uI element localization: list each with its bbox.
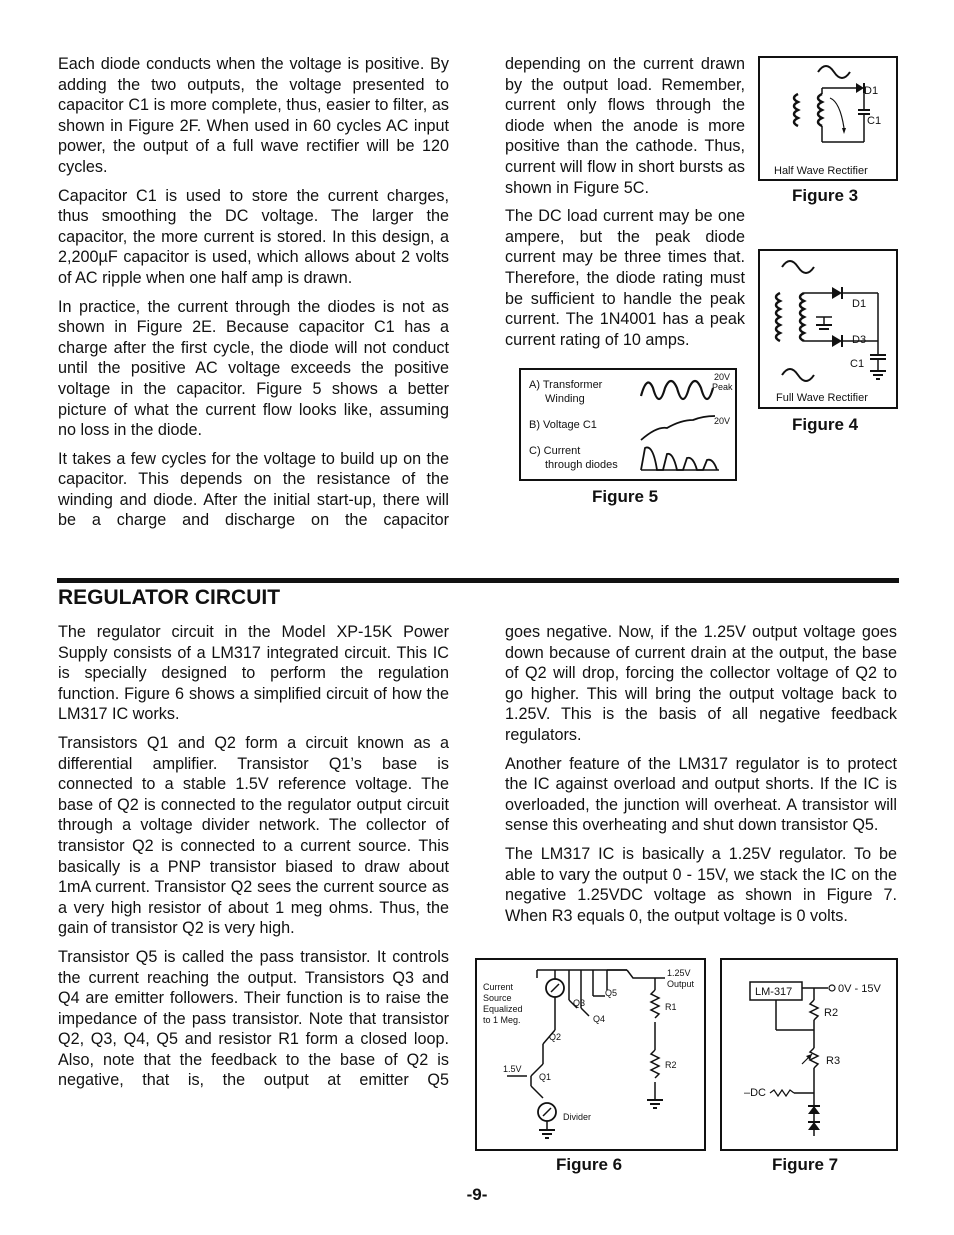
figure-7-caption: Figure 7 bbox=[772, 1155, 839, 1174]
fig6-out-label: 1.25V bbox=[667, 968, 691, 978]
fig4-c1-label: C1 bbox=[850, 358, 865, 370]
fig6-q3-label: Q3 bbox=[573, 998, 586, 1008]
top-left-column bbox=[58, 54, 449, 539]
fig6-q1-label: Q1 bbox=[539, 1072, 552, 1082]
fig6-cs-label-4: to 1 Meg. bbox=[483, 1015, 521, 1025]
fig4-d1-label: D1 bbox=[852, 298, 867, 310]
half-wave-rectifier-diagram bbox=[760, 58, 896, 179]
paragraph: depending on the current drawn by the output load. Remember, current only flows through the diode when the anode is more positive than the cathode. Thus, current will flow in short bursts as shown in Figure 5C. bbox=[505, 55, 745, 197]
paragraph: goes negative. Now, if the 1.25V output voltage goes down because of current drain at the output, the base of Q2 will drop, forcing the collector voltage of Q2 to go higher. This will bring the output voltage back to 1.25V. This is the basis of all negative feedback regulators. bbox=[505, 623, 897, 744]
paragraph: Another feature of the LM317 regulator is to protect the IC against overload and output shorts. If the IC is overloaded, the junction will overheat. A transistor will sense this overheating and shut down transistor Q5. bbox=[505, 754, 897, 835]
fig5-a-label-2: Winding bbox=[545, 393, 585, 405]
top-middle-column bbox=[505, 54, 745, 358]
section-heading: REGULATOR CIRCUIT bbox=[58, 586, 281, 609]
fig6-q5-label: Q5 bbox=[605, 988, 618, 998]
fig7-dc-label: –DC bbox=[744, 1087, 767, 1099]
waveforms-diagram bbox=[521, 370, 735, 479]
fig7-ic-label: LM-317 bbox=[755, 986, 793, 998]
paragraph: Each diode conducts when the voltage is positive. By adding the two outputs, the voltage presented to capacitor C1 is more complete, thus, easier to filter, as shown in Figure 2F. When used in 60 cycles AC input power, the output of a full wave rectifier will be 120 cycles. bbox=[58, 55, 449, 176]
fig6-15v-label: 1.5V bbox=[503, 1064, 522, 1074]
figure-7-adjustable-regulator bbox=[720, 958, 898, 1151]
fig6-q4-label: Q4 bbox=[593, 1014, 606, 1024]
fig6-out-label-2: Output bbox=[667, 979, 695, 989]
fig6-q2-label: Q2 bbox=[549, 1032, 562, 1042]
fig4-title: Full Wave Rectifier bbox=[776, 392, 868, 404]
paragraph: The regulator circuit in the Model XP-15K Power Supply consists of a LM317 integrated circuit. This IC is specially designed to perform the regulation function. Figure 6 shows a simplified circuit of how the LM317 IC works. bbox=[58, 623, 449, 724]
figure-6-lm317-circuit bbox=[475, 958, 706, 1151]
fig6-cs-label: Current bbox=[483, 982, 514, 992]
paragraph: Capacitor C1 is used to store the current charges, thus smoothing the DC voltage. The larger the capacitor, the more current is stored. In this design, a 2,200µF capacitor is used, which allows about 2 volts of AC ripple when one half amp is drawn. bbox=[58, 186, 449, 287]
paragraph: It takes a few cycles for the voltage to build up on the capacitor. This depends on the resistance of the winding and diode. After the initial start-up, there will be a charge and discharge on the capacitor bbox=[58, 449, 449, 530]
fig6-cs-label-2: Source bbox=[483, 993, 512, 1003]
fig6-r2-label: R2 bbox=[665, 1060, 677, 1070]
section-divider bbox=[57, 578, 899, 583]
fig6-cs-label-3: Equalized bbox=[483, 1004, 523, 1014]
page-number: -9- bbox=[466, 1185, 488, 1204]
figure-3-half-wave-rectifier bbox=[758, 56, 898, 181]
figure-5-caption: Figure 5 bbox=[592, 487, 659, 506]
paragraph: In practice, the current through the diodes is not as shown in Figure 2E. Because capacitor C1 has a charge after the first cycle, the diode will not conduct until the positive AC voltage exceeds the positive voltage in the capacitor. Figure 5 shows a better picture of what the current flow looks like, assuming no loss in the diode. bbox=[58, 297, 449, 440]
figure-5-waveforms bbox=[519, 368, 737, 481]
paragraph: The LM317 IC is basically a 1.25V regulator. To be able to vary the output 0 - 15V, we stack the IC on the negative 1.25VDC voltage as shown in Figure 7. When R3 equals 0, the output voltage is 0 volts. bbox=[505, 844, 897, 925]
fig6-r1-label: R1 bbox=[665, 1002, 677, 1012]
figure-4-full-wave-rectifier bbox=[758, 249, 898, 409]
paragraph: The DC load current may be one ampere, but the peak diode current may be three times that. Therefore, the diode rating must be sufficient to handle the peak current. The 1N4001 has a peak current rating of 10 amps. bbox=[505, 207, 745, 349]
fig3-c1-label: C1 bbox=[867, 115, 882, 127]
lm317-internal-diagram bbox=[477, 960, 704, 1149]
bottom-right-column bbox=[505, 622, 897, 934]
fig5-peak-label-2: Peak bbox=[712, 382, 733, 392]
fig7-out-label: 0V - 15V bbox=[838, 983, 881, 995]
fig7-r3-label: R3 bbox=[826, 1055, 841, 1067]
fig5-20v-label: 20V bbox=[714, 416, 731, 426]
bottom-left-column bbox=[58, 622, 449, 1099]
fig4-d3-label: D3 bbox=[852, 334, 867, 346]
paragraph: Transistors Q1 and Q2 form a circuit known as a differential amplifier. Transistor Q1’s base is connected to a stable 1.5V reference voltage. The base of Q2 is connected to the regulator output circuit through a voltage divider network. The collector of transistor Q2 is connected to a current source. This basically is a PNP transistor biased to draw about 1mA current. Transistor Q2 sees the current source as a very high resistor of about 1 meg ohms. Thus, the gain of transistor Q2 is very high. bbox=[58, 733, 449, 938]
fig3-title: Half Wave Rectifier bbox=[774, 165, 868, 177]
paragraph: Transistor Q5 is called the pass transistor. It controls the current reaching the output. Transistors Q3 and Q4 are emitter followers. Their function is to raise the impedance of the pass transistor. Note that transistor Q2, Q3, Q4, Q5 and resistor R1 form a closed loop. Also, note that the feedback to the base of Q2 is negative, that is, the output at emitter Q5 bbox=[58, 947, 449, 1090]
fig5-a-label: A) Transformer bbox=[529, 379, 603, 391]
fig5-c-label: C) Current bbox=[529, 445, 581, 457]
figure-6-caption: Figure 6 bbox=[556, 1155, 623, 1174]
adjustable-regulator-diagram bbox=[722, 960, 896, 1149]
full-wave-rectifier-diagram bbox=[760, 251, 896, 407]
fig3-d1-label: D1 bbox=[864, 85, 879, 97]
figure-3-caption: Figure 3 bbox=[792, 186, 859, 205]
figure-4-caption: Figure 4 bbox=[792, 415, 859, 434]
fig5-peak-label: 20V bbox=[714, 372, 731, 382]
fig6-divider-label: Divider bbox=[563, 1112, 592, 1122]
fig5-c-label-2: through diodes bbox=[545, 459, 618, 471]
fig5-b-label: B) Voltage C1 bbox=[529, 419, 597, 431]
fig7-r2-label: R2 bbox=[824, 1007, 839, 1019]
